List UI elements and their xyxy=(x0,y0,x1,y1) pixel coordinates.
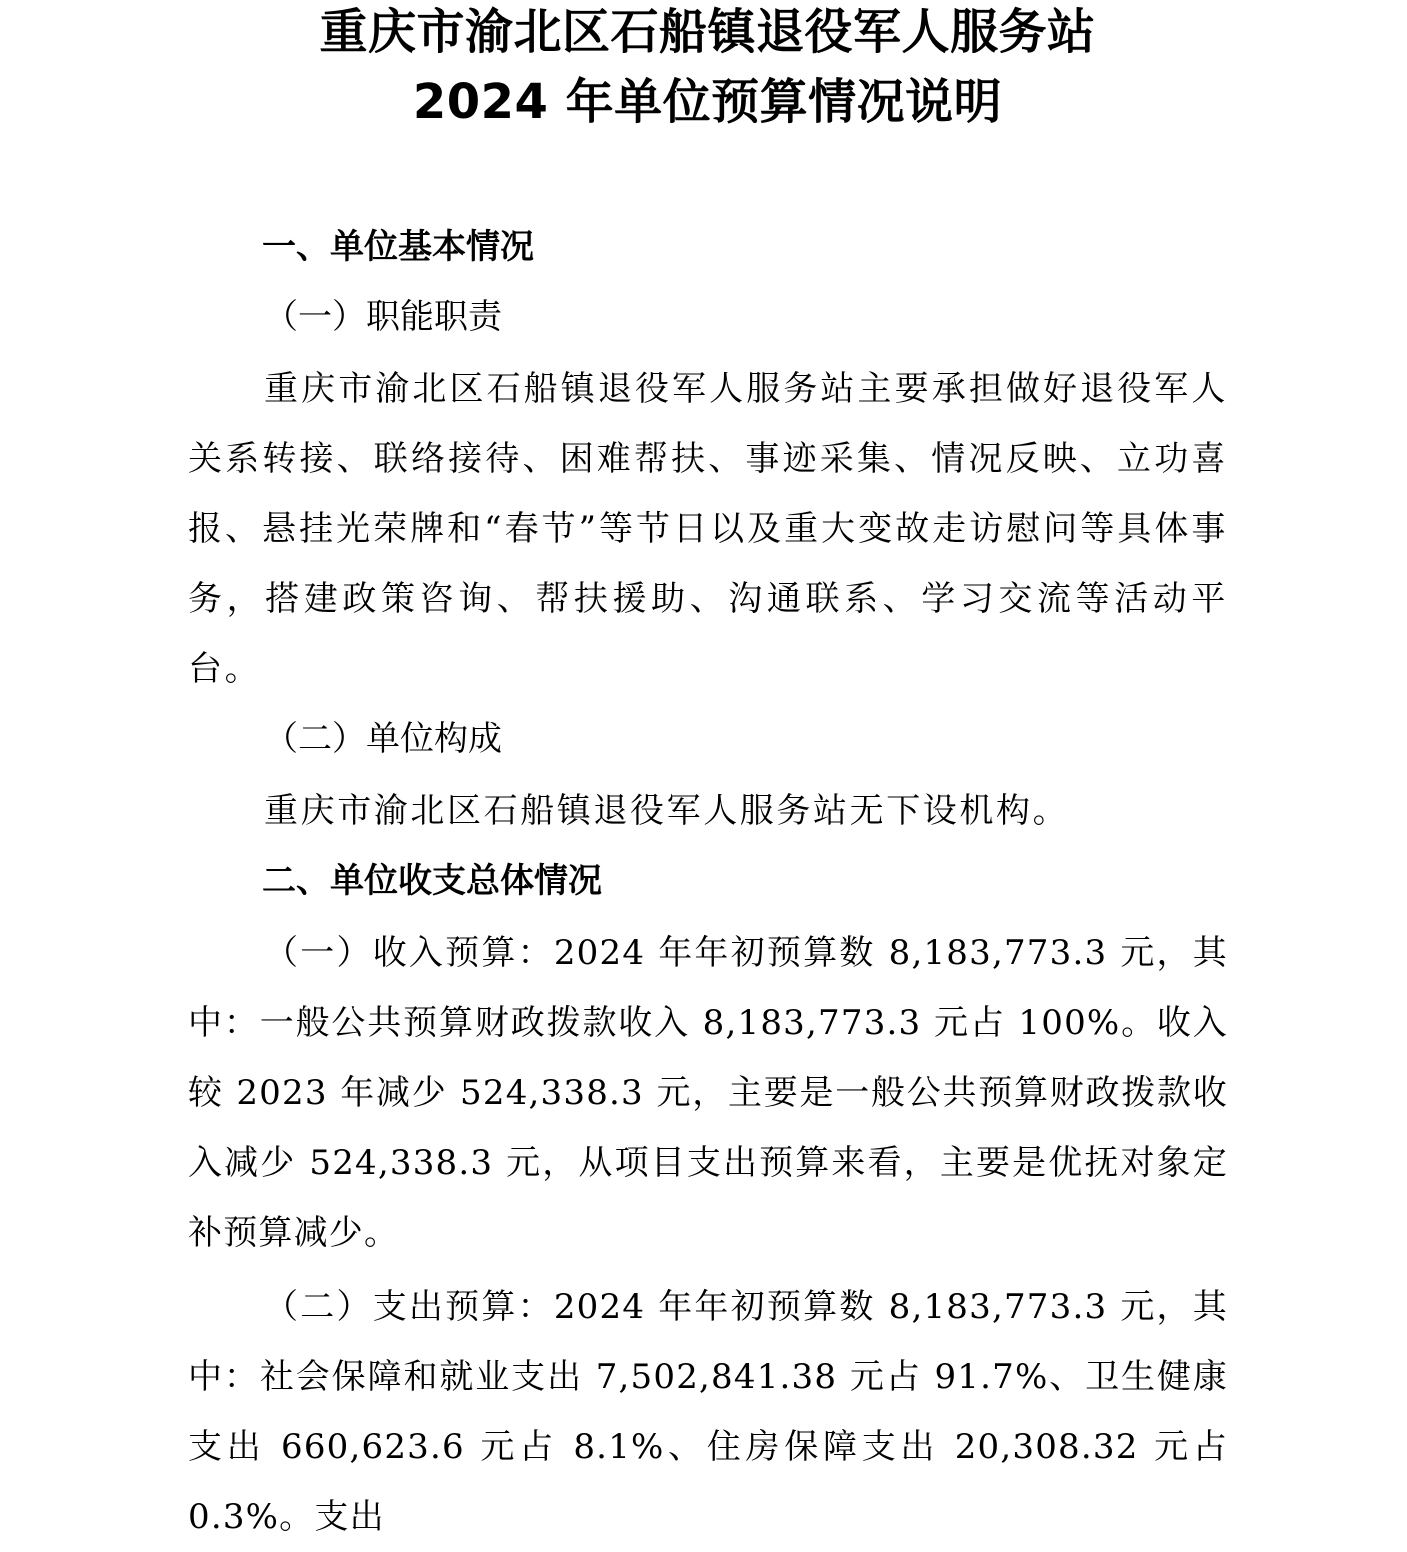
subheading-functions: （一）职能职责 xyxy=(264,297,502,337)
paragraph-income-budget: （一）收入预算：2024 年年初预算数 8,183,773.3 元，其中：一般公共预算财政拨款收入 8,183,773.3 元占 100%。收入较 2023 年减少 524,338.3 元，主要是一般公共预算财政拨款收入减少 524,338.3 元，从项目支出预算来看，主要是优抚对象定补预算减少。 xyxy=(188,933,1228,1253)
section-heading-basic-info: 一、单位基本情况 xyxy=(262,227,534,267)
document-title-line2: 2024 年单位预算情况说明 xyxy=(412,74,1003,130)
document-title-line1: 重庆市渝北区石船镇退役军人服务站 xyxy=(319,4,1096,60)
section-heading-revenue-expenditure: 二、单位收支总体情况 xyxy=(262,861,602,901)
paragraph-functions: 重庆市渝北区石船镇退役军人服务站主要承担做好退役军人关系转接、联络接待、困难帮扶、事迹采集、情况反映、立功喜报、悬挂光荣牌和“春节”等节日以及重大变故走访慰问等具体事务，搭建政策咨询、帮扶援助、沟通联系、学习交流等活动平台。 xyxy=(188,369,1228,689)
subheading-composition: （二）单位构成 xyxy=(264,719,502,759)
paragraph-expense-budget: （二）支出预算：2024 年年初预算数 8,183,773.3 元，其中：社会保障和就业支出 7,502,841.38 元占 91.7%、卫生健康支出 660,623.6 元占 8.1%、住房保障支出 20,308.32 元占 0.3%。支出 xyxy=(188,1287,1228,1537)
paragraph-composition: 重庆市渝北区石船镇退役军人服务站无下设机构。 xyxy=(264,791,1070,831)
